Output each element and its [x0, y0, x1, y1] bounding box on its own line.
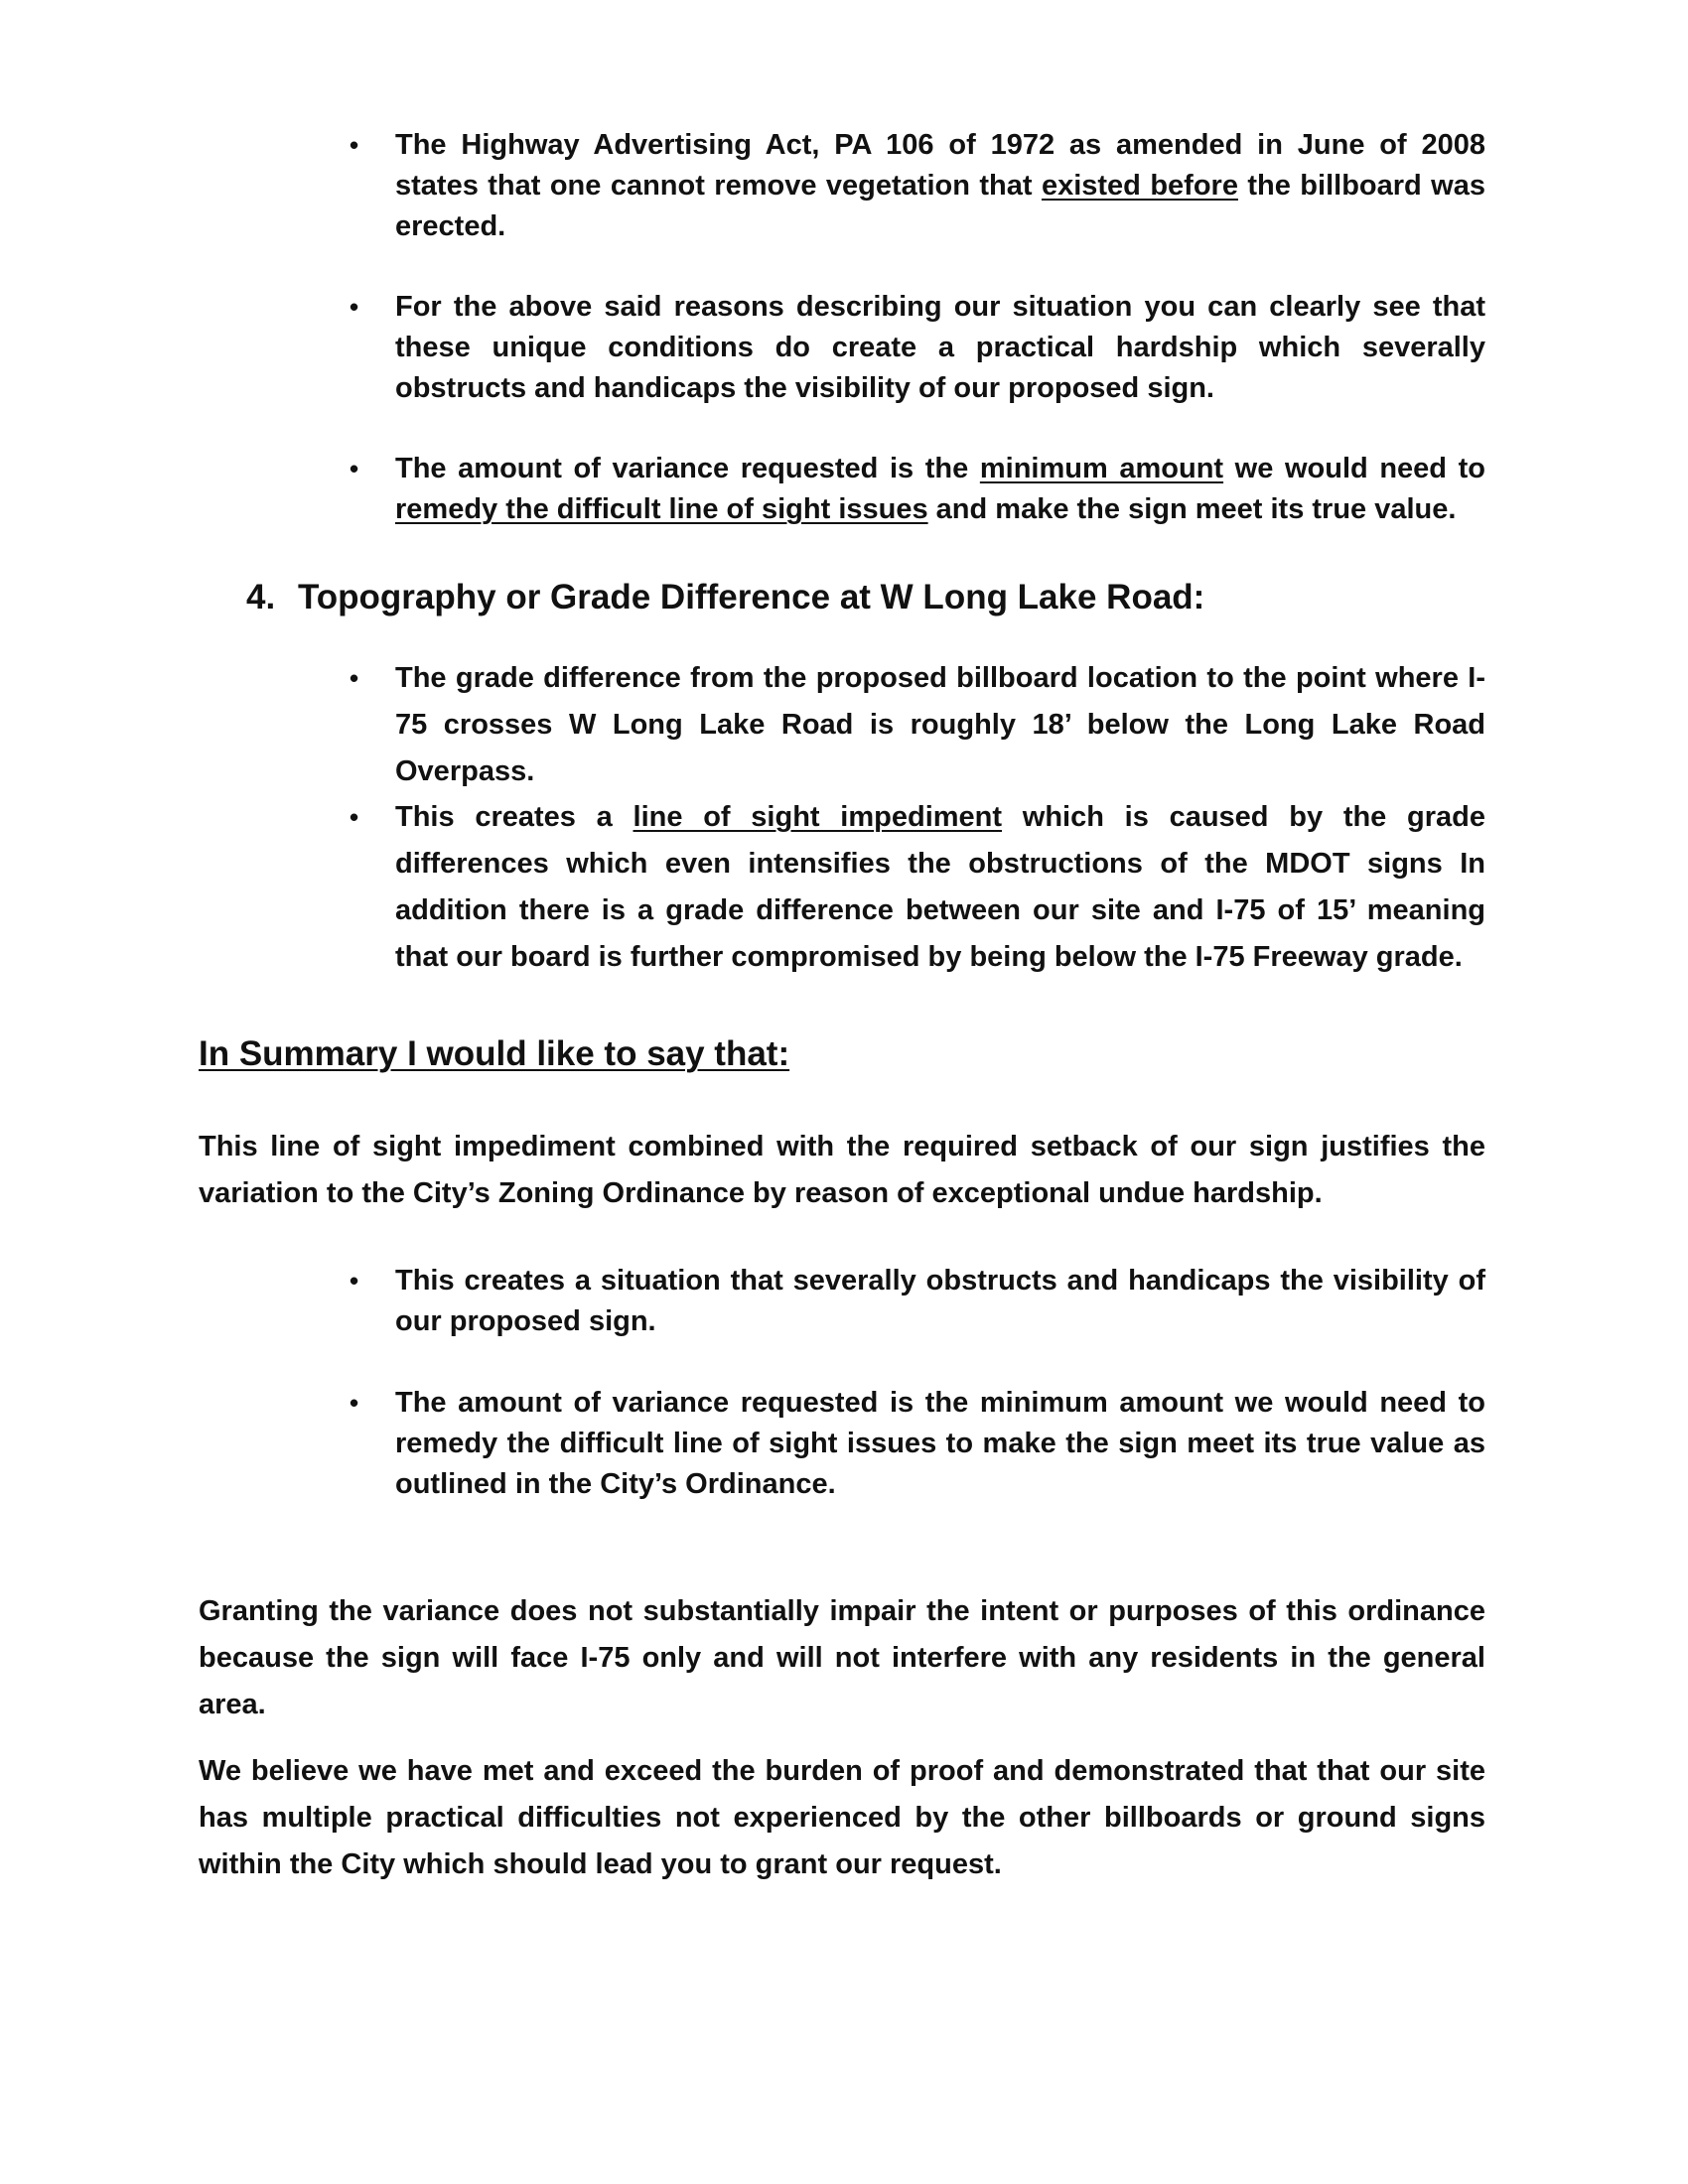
underlined-text: line of sight impediment [633, 801, 1003, 833]
underlined-text: remedy the difficult line of sight issues [395, 493, 928, 525]
bullet-marker: • [350, 130, 359, 160]
bullet-marker: • [350, 1388, 359, 1418]
bullet-text: and make the sign meet its true value. [927, 493, 1457, 525]
bullet-text: we would need to [1223, 453, 1485, 484]
bullet-text: This creates a [395, 801, 633, 833]
bullet-variance-minimum [350, 449, 1485, 530]
bullet-hardship [350, 287, 1485, 409]
underlined-text: existed before [1041, 170, 1238, 202]
bullet-marker: • [350, 454, 359, 483]
summary-heading: In Summary I would like to say that: [199, 1034, 790, 1073]
summary-paragraph-2: Granting the variance does not substantially impair the intent or purposes of this ordinance because the sign will face I-75 only and will not interfere with any residents in the general area. [199, 1595, 1485, 1720]
bullet-marker: • [350, 1266, 359, 1296]
bullet-text: which is caused by the grade differences which even intensifies the obstructions of the MDOT signs In addition there is a grade difference between our site and I-75 of 15’ meaning that our board is further compromised by being below the I-75 Freeway grade. [395, 801, 1486, 973]
bullet-text: The Highway Advertising Act, PA 106 of 1972 as amended in June of 2008 states that one cannot remove vegetation that [395, 129, 1485, 202]
section-number: 4. [246, 578, 276, 616]
section-heading-topography [246, 574, 1204, 621]
bullet-text: the billboard was erected. [395, 170, 1485, 242]
bullet-text: The grade difference from the proposed billboard location to the point where I-75 crosses W Long Lake Road is roughly 18’ below the Long Lake Road Overpass. [395, 662, 1485, 787]
underlined-text: minimum amount [979, 453, 1224, 484]
bullet-text: The amount of variance requested is the [395, 453, 980, 484]
bullet-marker: • [350, 292, 359, 322]
bullet-line-of-sight [350, 794, 1486, 981]
summary-paragraph-3: We believe we have met and exceed the burden of proof and demonstrated that that our site has multiple practical difficulties not experienced by the other billboards or ground signs within the City which should lead you to grant our request. [199, 1755, 1485, 1880]
bullet-marker: • [350, 802, 359, 832]
bullet-text: The amount of variance requested is the minimum amount we would need to remedy the difficult line of sight issues to make the sign meet its true value as outlined in the City’s Ordinance. [395, 1387, 1485, 1500]
bullet-variance-outlined [350, 1383, 1485, 1505]
section-title: Topography or Grade Difference at W Long Lake Road: [298, 578, 1205, 616]
bullet-text: This creates a situation that severally obstructs and handicaps the visibility of our proposed sign. [395, 1265, 1485, 1337]
bullet-grade-difference [350, 655, 1485, 795]
bullet-highway-act [350, 125, 1485, 247]
bullet-marker: • [350, 663, 359, 693]
bullet-text: For the above said reasons describing our situation you can clearly see that these unique conditions do create a practical hardship which severally obstructs and handicaps the visibility of our proposed sign. [395, 291, 1485, 404]
bullet-situation [350, 1261, 1485, 1342]
summary-paragraph-1: This line of sight impediment combined with the required setback of our sign justifies the variation to the City’s Zoning Ordinance by reason of exceptional undue hardship. [199, 1131, 1485, 1209]
